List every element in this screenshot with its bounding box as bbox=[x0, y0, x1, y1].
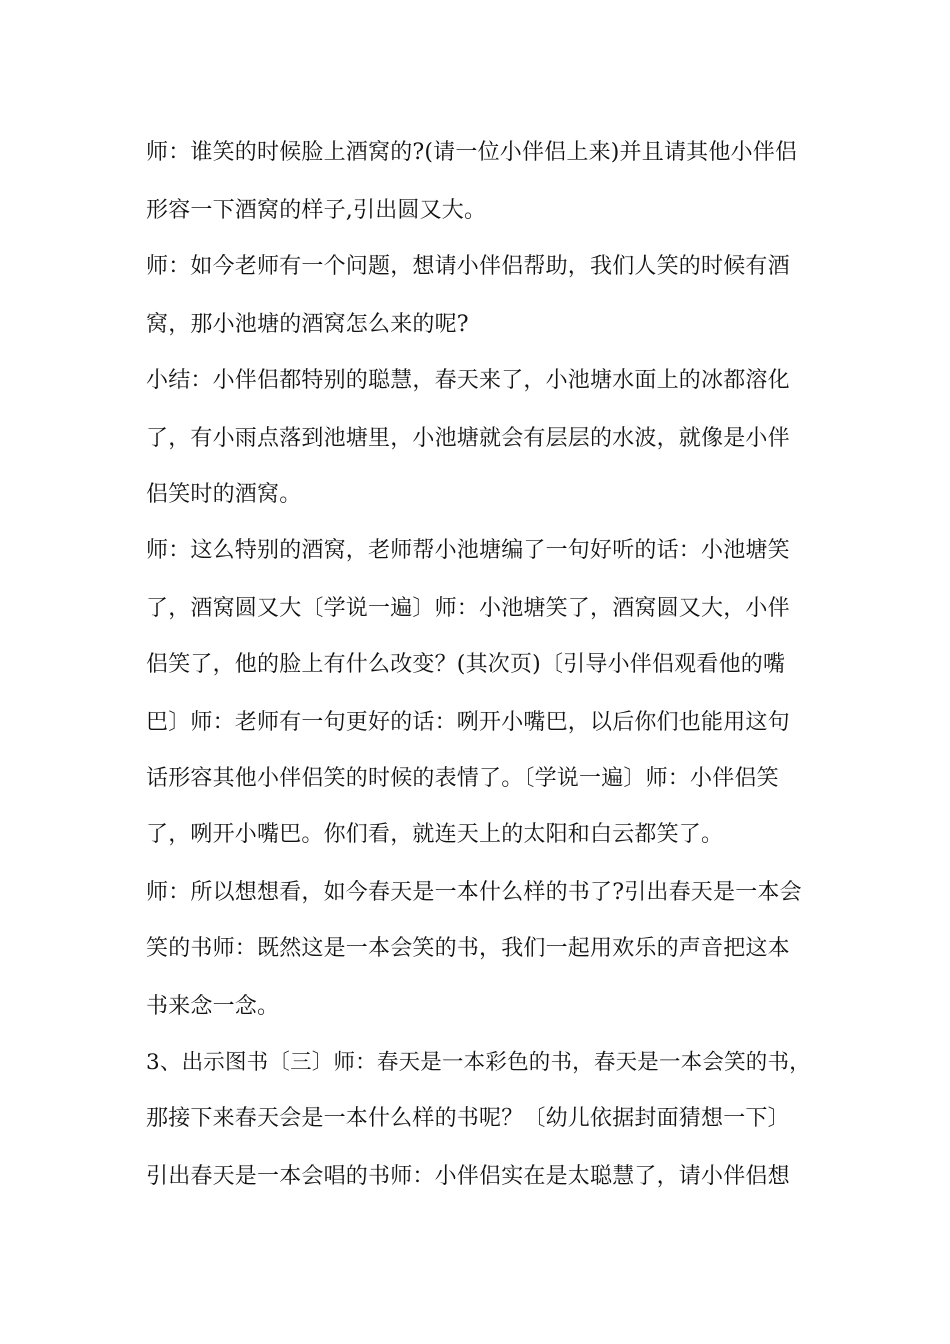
text-line: 师：如今老师有一个问题，想请小伴侣帮助，我们人笑的时候有酒 bbox=[146, 254, 790, 279]
text-line: 小结：小伴侣都特别的聪慧，春天来了，小池塘水面上的冰都溶化 bbox=[146, 368, 790, 393]
text-line: 书来念一念。 bbox=[146, 994, 280, 1019]
text-line: 3、出示图书〔三〕师：春天是一本彩色的书，春天是一本会笑的书， bbox=[146, 1050, 811, 1075]
text-line: 那接下来春天会是一本什么样的书呢？〔幼儿依据封面猜想一下〕 bbox=[146, 1106, 790, 1131]
text-line: 话形容其他小伴侣笑的时候的表情了。〔学说一遍〕师：小伴侣笑 bbox=[146, 766, 779, 791]
text-line: 窝，那小池塘的酒窝怎么来的呢? bbox=[146, 312, 469, 337]
text-line: 侣笑了，他的脸上有什么改变？(其次页)〔引导小伴侣观看他的嘴 bbox=[146, 652, 786, 677]
text-line: 笑的书师：既然这是一本会笑的书，我们一起用欢乐的声音把这本 bbox=[146, 936, 790, 961]
text-line: 了，有小雨点落到池塘里，小池塘就会有层层的水波，就像是小伴 bbox=[146, 426, 790, 451]
text-line: 师：所以想想看，如今春天是一本什么样的书了?引出春天是一本会 bbox=[146, 880, 802, 905]
text-line: 巴〕师：老师有一句更好的话：咧开小嘴巴，以后你们也能用这句 bbox=[146, 710, 790, 735]
text-line: 师：这么特别的酒窝，老师帮小池塘编了一句好听的话：小池塘笑 bbox=[146, 538, 790, 563]
text-line: 了，咧开小嘴巴。你们看，就连天上的太阳和白云都笑了。 bbox=[146, 822, 724, 847]
text-line: 引出春天是一本会唱的书师：小伴侣实在是太聪慧了，请小伴侣想 bbox=[146, 1164, 790, 1189]
text-line: 师：谁笑的时候脸上酒窝的?(请一位小伴侣上来)并且请其他小伴侣 bbox=[146, 140, 798, 165]
text-line: 侣笑时的酒窝。 bbox=[146, 482, 302, 507]
text-line: 了，酒窝圆又大〔学说一遍〕师：小池塘笑了，酒窝圆又大，小伴 bbox=[146, 596, 790, 621]
text-line: 形容一下酒窝的样子,引出圆又大。 bbox=[146, 198, 487, 223]
